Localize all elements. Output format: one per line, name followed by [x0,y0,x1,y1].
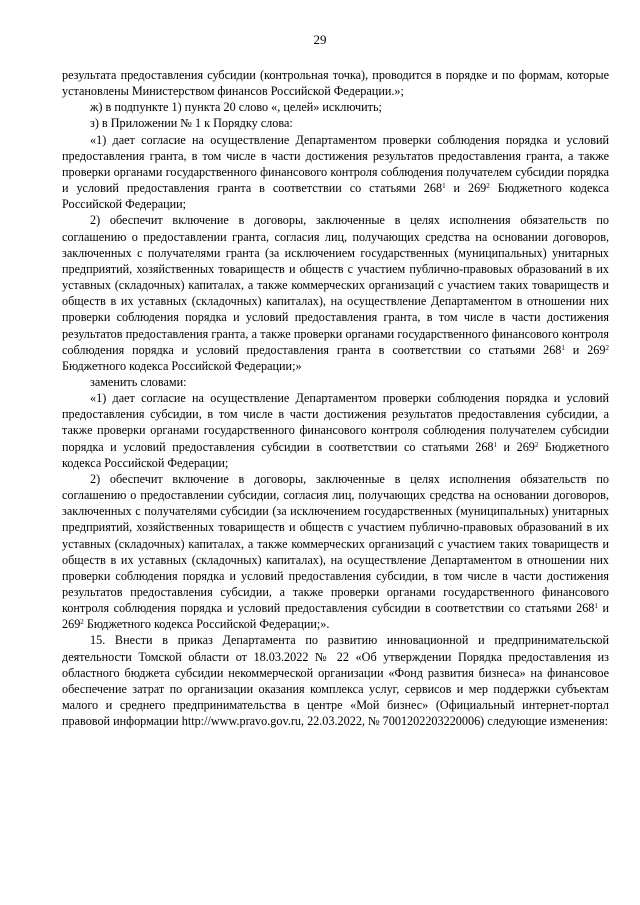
paragraph-text: 2) обеспечит включение в договоры, заключенные в целях исполнения обязательств по соглашению о предоставлении субсидии, согласия лиц, получающих средства на основании договоров, заключенных с получателями субсидии (за исключением государственных (муниципальных) унитарных предприятий, хозяйственных товариществ и обществ с участием публично-правовых образований в их уставных (складочных) капиталах, а также коммерческих организаций с участием таких товариществ и обществ в их уставных (складочных) капиталах), на осуществление Департаментом в отношении них проверки соблюдения порядка и условий предоставления субсидии, в том числе в части достижения результатов предоставления субсидии, а также проверки органами государственного финансового контроля соблюдения порядка и условий предоставления субсидии в соответствии со статьями 268 [62,471,609,616]
superscript: 1 [561,343,565,352]
paragraph-text: Бюджетного кодекса Российской Федерации; [62,181,609,212]
paragraph-text: и 269 [62,601,609,632]
paragraph-new-item-2 [62,471,609,633]
paragraph-item-z: з) в Приложении № 1 к Порядку слова: [90,116,293,131]
paragraph-old-item-1 [62,132,609,213]
superscript: 1 [442,182,446,191]
superscript: 1 [493,440,498,449]
paragraph-replace-with: заменить словами: [90,374,187,389]
superscript: 2 [605,343,609,352]
paragraph-old-item-2 [62,212,609,374]
paragraph-text: Бюджетного кодекса Российской Федерации;» [62,358,302,373]
page-number: 29 [313,32,327,47]
paragraph-text: Бюджетного кодекса Российской Федерации; [62,439,609,470]
superscript: 2 [80,618,84,627]
paragraph-text: Бюджетного кодекса Российской Федерации;». [83,617,330,632]
paragraph-text: и 269 [497,439,535,454]
superscript: 2 [486,182,490,191]
paragraph-item-15: 15. Внести в приказ Департамента по развитию инновационной и предпринимательской деятельности Томской области от 18.03.2022 № 22 «Об утверждении Порядка предоставления из областного бюджета субсидии некоммерческой организации «Фонд развития бизнеса» на финансовое обеспечение затрат по организации оказания комплекса услуг, сервисов и мер поддержки субъектам малого и среднего предпринимательства в центре «Мой бизнес» (Официальный интернет-портал правовой информации http://www.pravo.gov.ru, 22.03.2022, № 7001202203220006) следующие изменения: [62,633,609,729]
paragraph-text: и 269 [564,342,606,357]
paragraph-text: «1) дает согласие на осуществление Департаментом проверки соблюдения порядка и условий предоставления гранта, в том числе в части достижения результатов предоставления гранта, а также проверки органами государственного финансового контроля соблюдения получателем субсидии порядка и условий предоставления гранта в соответствии со статьями 268 [62,132,609,196]
paragraph-continuation: результата предоставления субсидии (контрольная точка), проводится в порядке и по формам, которые установлены Министерством финансов Российской Федерации.»; [62,68,609,99]
superscript: 2 [534,440,539,449]
paragraph-text: и 269 [445,181,487,196]
paragraph-new-item-1 [62,390,609,471]
paragraph-text: 2) обеспечит включение в договоры, заключенные в целях исполнения обязательств по соглашению о предоставлении гранта, согласия лиц, получающих средства на основании договоров, заключенных с получателями гранта (за исключением государственных (муниципальных) унитарных предприятий, хозяйственных товариществ и обществ с участием публично-правовых образований в их уставных (складочных) капиталах, а также коммерческих организаций с участием таких товариществ и обществ в их уставных (складочных) капиталах), на осуществление Департаментом в отношении них проверки соблюдения порядка и условий предоставления гранта, в том числе в части достижения результатов предоставления гранта, а также проверки органами государственного финансового контроля соблюдения порядка и условий предоставления гранта в соответствии со статьями 268 [62,213,609,357]
paragraph-item-zh: ж) в подпункте 1) пункта 20 слово «, целей» исключить; [90,100,382,115]
document-body [62,67,609,729]
superscript: 1 [594,602,598,611]
paragraph-text: «1) дает согласие на осуществление Департаментом проверки соблюдения порядка и условий предоставления субсидии, в том числе в части достижения результатов предоставления субсидии, а также проверки органами государственного финансового контроля соблюдения получателем субсидии порядка и условий предоставления субсидии в соответствии со статьями 268 [62,391,609,454]
